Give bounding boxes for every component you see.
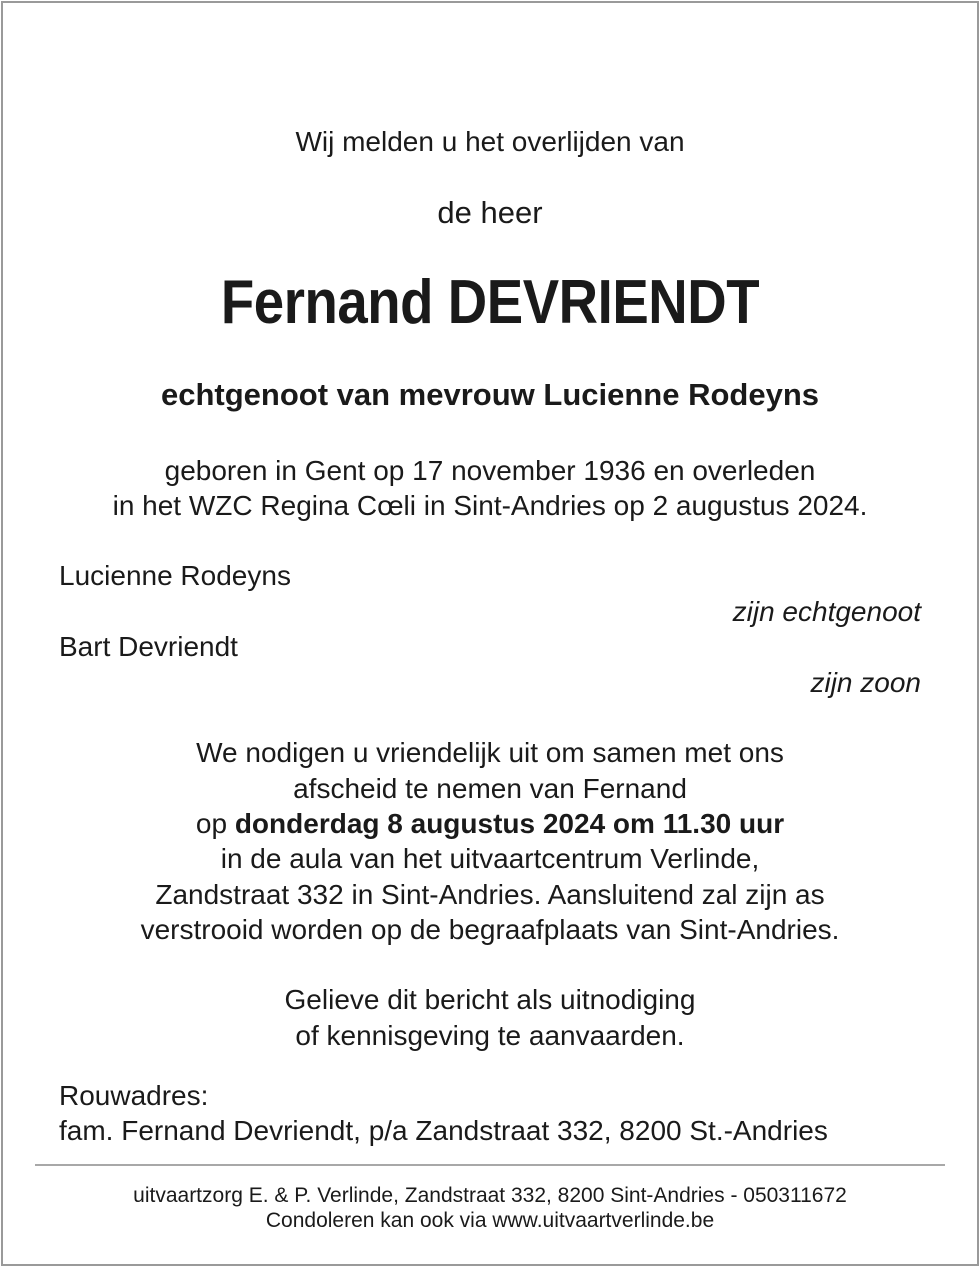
birth-line-1: geboren in Gent op 17 november 1936 en overleden (164, 455, 816, 486)
mourning-address-label: Rouwadres: (59, 1080, 209, 1111)
spouse-line: echtgenoot van mevrouw Lucienne Rodeyns (160, 377, 819, 412)
intro-text: Wij melden u het overlijden van (295, 126, 685, 157)
honorific: de heer (437, 195, 543, 230)
invitation-line-6: verstrooid worden op de begraafplaats van Sint-Andries. (140, 914, 840, 945)
request-line-2: of kennisgeving te aanvaarden. (295, 1020, 685, 1051)
invitation-line-3 (0, 807, 980, 841)
birth-line-2: in het WZC Regina Cœli in Sint-Andries op 2 augustus 2024. (112, 490, 868, 521)
invitation-line-5: Zandstraat 332 in Sint-Andries. Aansluitend zal zijn as (155, 879, 825, 910)
condolence-info: Condoleren kan ook via www.uitvaartverlinde.be (265, 1209, 715, 1232)
request-line-1: Gelieve dit bericht als uitnodiging (284, 984, 696, 1015)
invitation-line-4: in de aula van het uitvaartcentrum Verlinde, (220, 843, 760, 874)
footer-divider (35, 1164, 945, 1166)
relative-name: Lucienne Rodeyns (59, 560, 291, 591)
relative-role: zijn echtgenoot (732, 596, 921, 627)
invitation-line-1: We nodigen u vriendelijk uit om samen met ons (196, 737, 784, 768)
ceremony-datetime: donderdag 8 augustus 2024 om 11.30 uur (234, 808, 785, 839)
funeral-home-info: uitvaartzorg E. & P. Verlinde, Zandstraat 332, 8200 Sint-Andries - 050311672 (133, 1184, 847, 1207)
mourning-address-value: fam. Fernand Devriendt, p/a Zandstraat 332, 8200 St.-Andries (59, 1115, 828, 1146)
invitation-line-2: afscheid te nemen van Fernand (293, 773, 687, 804)
deceased-name: Fernand DEVRIENDT (220, 268, 760, 337)
relative-role: zijn zoon (810, 667, 921, 698)
invitation-date-prefix: op (195, 808, 235, 839)
relative-name: Bart Devriendt (59, 631, 238, 662)
